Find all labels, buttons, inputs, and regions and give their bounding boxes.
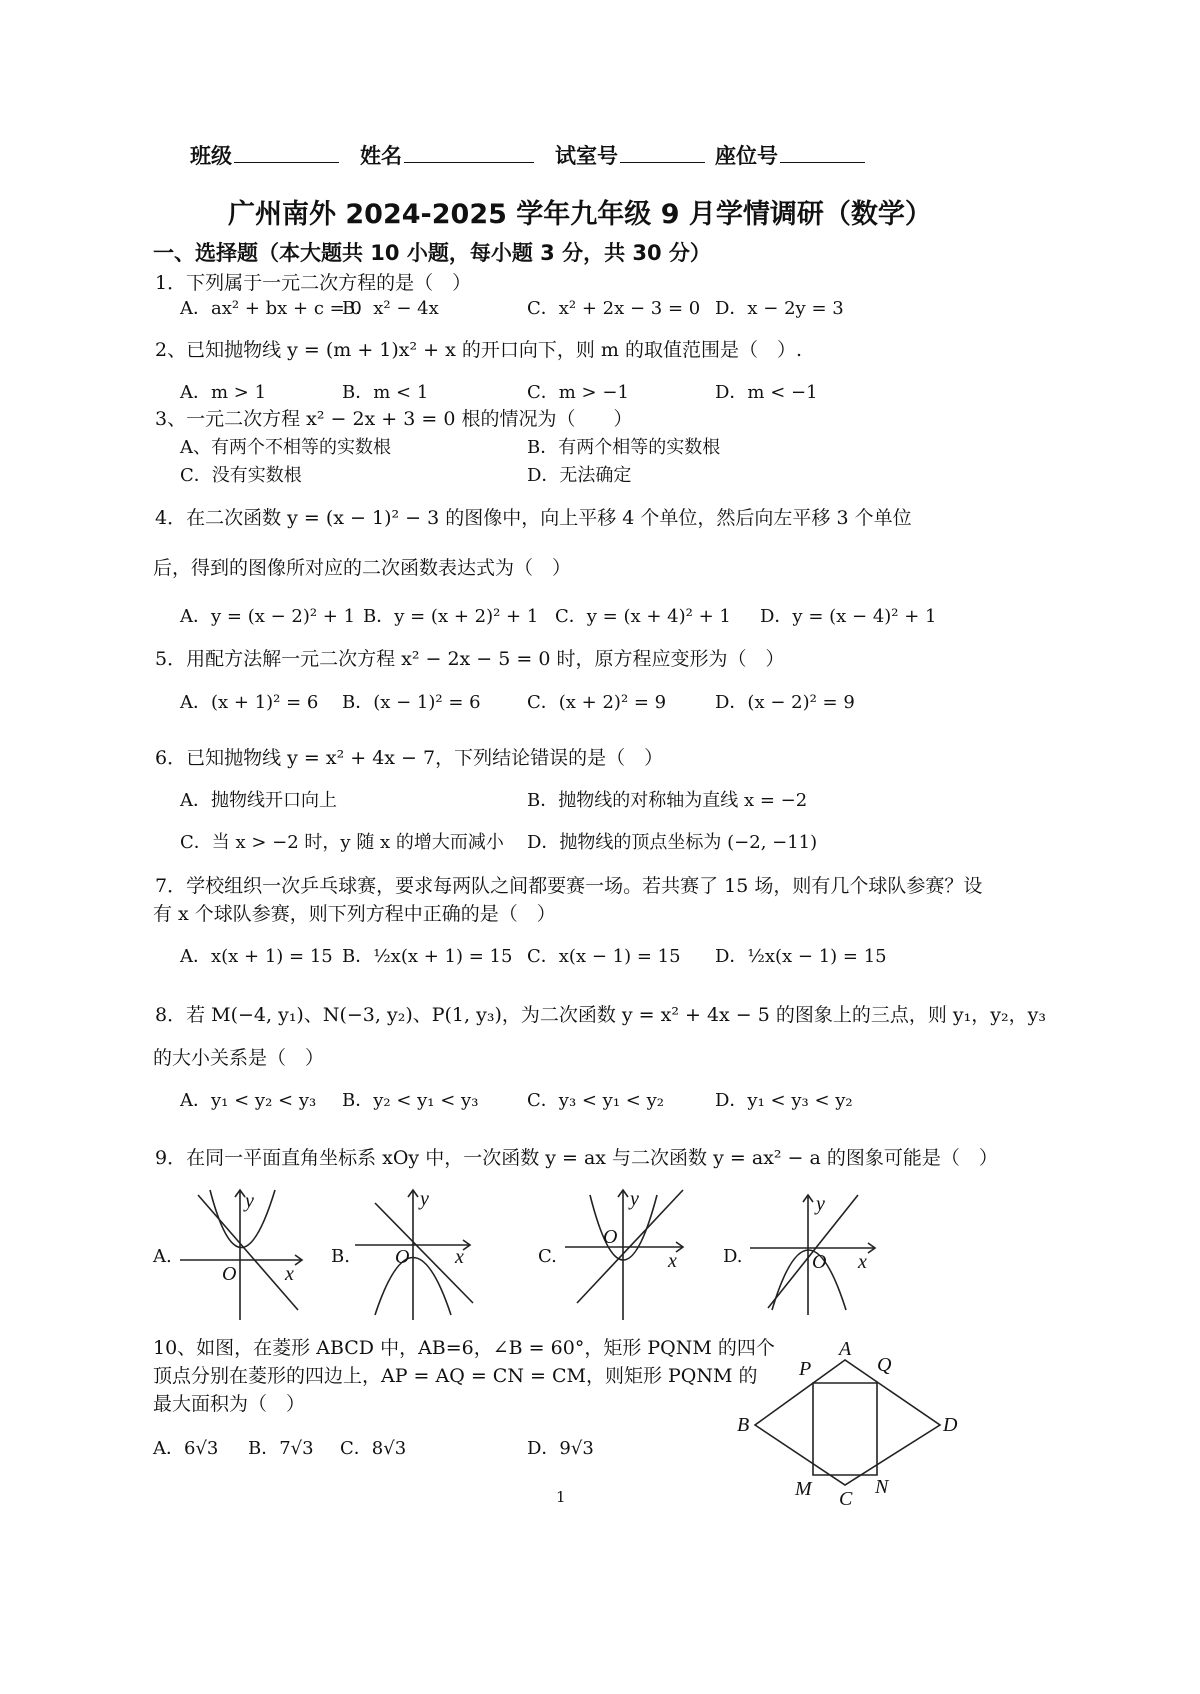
q4-option-c[interactable]: C．y = (x + 4)² + 1 [555,606,731,627]
q1-option-b[interactable]: B．x² − 4x [342,298,439,319]
q10-option-d[interactable]: D．9√3 [527,1438,594,1459]
q9d-x-label: x [858,1251,867,1273]
q9-graph-a [180,1185,310,1320]
q6-option-b[interactable]: B．抛物线的对称轴为直线 x = −2 [527,790,808,811]
q9-graph-b [355,1185,480,1320]
q8-option-c[interactable]: C．y₃ < y₁ < y₂ [527,1090,664,1111]
label-m: M [795,1478,812,1500]
label-q: Q [877,1354,892,1376]
q9-graph-d [750,1190,880,1315]
q5-option-b[interactable]: B．(x − 1)² = 6 [342,692,481,713]
q1-option-a[interactable]: A．ax² + bx + c = 0 [180,298,362,319]
page-title: 广州南外 2024-2025 学年九年级 9 月学情调研（数学） [228,199,932,230]
q8-option-b[interactable]: B．y₂ < y₁ < y₃ [342,1090,479,1111]
q5-option-a[interactable]: A．(x + 1)² = 6 [180,692,319,713]
seat-label: 座位号 [715,144,778,168]
q8-option-a[interactable]: A．y₁ < y₂ < y₃ [180,1090,317,1111]
q1-option-c[interactable]: C．x² + 2x − 3 = 0 [527,298,701,319]
q9b-y-label: y [420,1188,429,1210]
q2-option-a[interactable]: A．m > 1 [180,382,267,403]
rhombus-figure [725,1335,970,1510]
label-p: P [799,1358,812,1380]
question-5-stem: 5．用配方法解一元二次方程 x² − 2x − 5 = 0 时，原方程应变形为（ ） [155,648,785,670]
q6-option-d[interactable]: D．抛物线的顶点坐标为 (−2, −11) [527,832,818,853]
class-label: 班级 [190,144,232,168]
q8-option-d[interactable]: D．y₁ < y₃ < y₂ [715,1090,853,1111]
question-2-stem: 2、已知抛物线 y = (m + 1)x² + x 的开口向下，则 m 的取值范围是（ ）. [155,339,803,361]
question-10-stem: 10、如图，在菱形 ABCD 中，AB=6，∠B = 60°，矩形 PQNM 的四个 [153,1337,775,1359]
q1-option-d[interactable]: D．x − 2y = 3 [715,298,844,319]
q9-option-c[interactable]: C. [538,1246,557,1267]
question-7-stem-cont: 有 x 个球队参赛，则下列方程中正确的是（ ） [153,903,556,925]
question-6-stem: 6．已知抛物线 y = x² + 4x − 7，下列结论错误的是（ ） [155,747,664,769]
q5-option-d[interactable]: D．(x − 2)² = 9 [715,692,855,713]
q5-option-c[interactable]: C．(x + 2)² = 9 [527,692,667,713]
question-7-stem: 7．学校组织一次乒乓球赛，要求每两队之间都要赛一场。若共赛了 15 场，则有几个球队参赛？设 [155,875,983,897]
q9d-y-label: y [816,1193,825,1215]
q9a-x-label: x [285,1263,294,1285]
q9d-o-label: O [812,1251,827,1273]
q9-option-a[interactable]: A. [153,1246,172,1267]
question-4-stem: 4．在二次函数 y = (x − 1)² − 3 的图像中，向上平移 4 个单位，然后向左平移 3 个单位 [155,507,912,529]
q2-option-c[interactable]: C．m > −1 [527,382,629,403]
q3-option-a[interactable]: A、有两个不相等的实数根 [180,437,391,458]
question-9-stem: 9．在同一平面直角坐标系 xOy 中，一次函数 y = ax 与二次函数 y = ax² − a 的图象可能是（ ） [155,1147,998,1169]
q4-option-a[interactable]: A．y = (x − 2)² + 1 [180,606,356,627]
q9c-x-label: x [668,1250,677,1272]
q9c-o-label: O [603,1226,618,1248]
q3-option-c[interactable]: C．没有实数根 [180,465,302,486]
q10-option-b[interactable]: B．7√3 [248,1438,314,1459]
q3-option-d[interactable]: D．无法确定 [527,465,632,486]
q9a-y-label: y [245,1190,254,1212]
q9-option-b[interactable]: B. [331,1246,350,1267]
q4-option-b[interactable]: B．y = (x + 2)² + 1 [363,606,539,627]
q2-option-b[interactable]: B．m < 1 [342,382,429,403]
class-field[interactable] [234,162,339,163]
q4-option-d[interactable]: D．y = (x − 4)² + 1 [760,606,937,627]
q6-option-a[interactable]: A．抛物线开口向上 [180,790,337,811]
question-8-stem: 8．若 M(−4, y₁)、N(−3, y₂)、P(1, y₃)，为二次函数 y = x² + 4x − 5 的图象上的三点，则 y₁，y₂，y₃ [155,1004,1046,1026]
question-10-stem-cont: 顶点分别在菱形的四边上，AP = AQ = CN = CM，则矩形 PQNM 的 [153,1365,758,1387]
q7-option-b[interactable]: B．½x(x + 1) = 15 [342,946,513,967]
q6-option-c[interactable]: C．当 x > −2 时，y 随 x 的增大而减小 [180,832,504,853]
q10-option-c[interactable]: C．8√3 [340,1438,407,1459]
name-label: 姓名 [360,144,402,168]
q9b-o-label: O [395,1246,410,1268]
q7-option-d[interactable]: D．½x(x − 1) = 15 [715,946,887,967]
label-a: A [839,1338,852,1360]
q9c-y-label: y [630,1188,639,1210]
q10-option-a[interactable]: A．6√3 [153,1438,219,1459]
question-8-stem-cont: 的大小关系是（ ） [153,1047,325,1069]
q3-option-b[interactable]: B．有两个相等的实数根 [527,437,721,458]
label-c: C [839,1488,853,1510]
question-4-stem-cont: 后，得到的图像所对应的二次函数表达式为（ ） [153,557,572,579]
label-d: D [943,1414,958,1436]
question-10-stem-cont2: 最大面积为（ ） [153,1393,306,1415]
label-b: B [737,1414,750,1436]
room-label: 试室号 [555,144,618,168]
label-n: N [875,1476,889,1498]
q2-option-d[interactable]: D．m < −1 [715,382,818,403]
q7-option-a[interactable]: A．x(x + 1) = 15 [180,946,333,967]
q9b-x-label: x [455,1246,464,1268]
page-number: 1 [556,1488,566,1506]
q7-option-c[interactable]: C．x(x − 1) = 15 [527,946,681,967]
question-3-stem: 3、一元二次方程 x² − 2x + 3 = 0 根的情况为（ ） [155,408,633,430]
question-1-stem: 1．下列属于一元二次方程的是（ ） [155,272,472,294]
q9-option-d[interactable]: D. [723,1246,743,1267]
q9-graph-c [565,1185,690,1320]
q9a-o-label: O [222,1263,237,1285]
seat-field[interactable] [780,162,865,163]
section-heading: 一、选择题（本大题共 10 小题，每小题 3 分，共 30 分） [153,241,711,265]
room-field[interactable] [620,162,705,163]
name-field[interactable] [404,162,534,163]
